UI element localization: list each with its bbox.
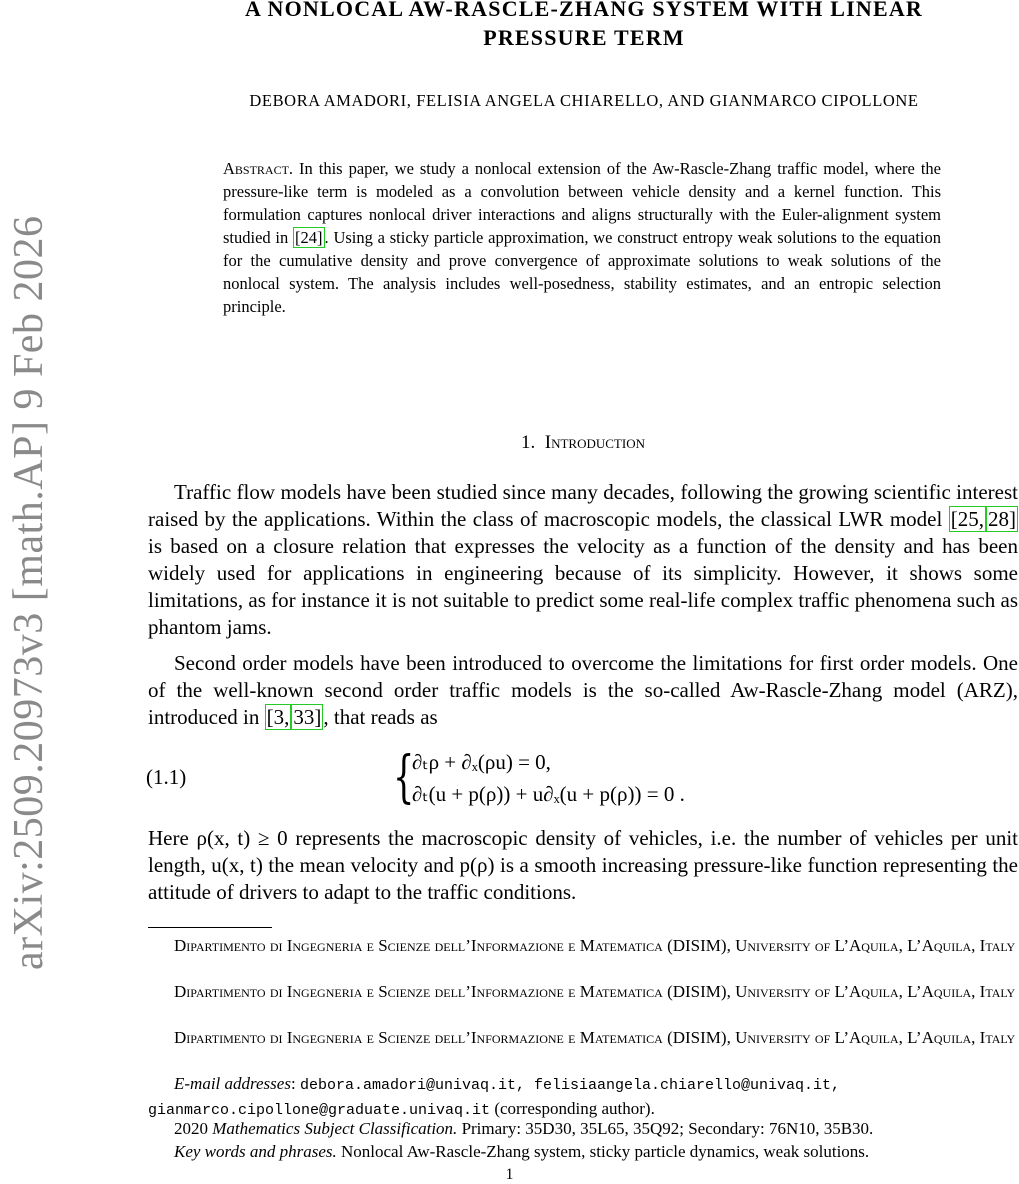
affiliation-3: Dipartimento di Ingegneria e Scienze dell’Informazione e Matematica (DISIM), University of L’Aquila, L’Aquila, Italy xyxy=(174,1028,1016,1047)
section-number: 1. xyxy=(521,432,536,453)
keywords xyxy=(148,1140,1018,1163)
citation-link[interactable]: 33] xyxy=(293,705,322,729)
email-note: (corresponding author). xyxy=(490,1099,655,1118)
citation-link[interactable]: [3, xyxy=(266,705,290,729)
page-number: 1 xyxy=(505,1166,514,1183)
equation-label: (1.1) xyxy=(146,765,187,789)
p1-text-b: is based on a closure relation that expresses the velocity as a function of the density and has been widely used for applications in engineering because of its simplicity. However, it shows some limitations, as for instance it is not suitable to predict some real-life complex traffic phenomena such as phantom jams. xyxy=(148,534,1018,639)
section-heading xyxy=(148,432,1018,454)
email-link[interactable]: gianmarco.cipollone@graduate.univaq.it xyxy=(148,1102,491,1119)
p2-text-b: , that reads as xyxy=(323,705,438,729)
paper-title xyxy=(150,0,1018,52)
title-line-1: A NONLOCAL AW-RASCLE-ZHANG SYSTEM WITH LINEAR xyxy=(244,0,924,21)
abstract-label: Abstract. xyxy=(223,159,294,178)
footnote-divider xyxy=(148,927,272,928)
equation-line-1: ∂ₜρ + ∂ₓ(ρu) = 0, xyxy=(412,750,551,774)
p1-text-a: Traffic flow models have been studied since many decades, following the growing scientific interest raised by the applications. Within the class of macroscopic models, the classical LWR model xyxy=(148,480,1018,531)
author-list: DEBORA AMADORI, FELISIA ANGELA CHIARELLO, AND GIANMARCO CIPOLLONE xyxy=(249,91,919,110)
msc-year: 2020 xyxy=(174,1119,213,1138)
abstract xyxy=(223,157,941,318)
msc-label: Mathematics Subject Classification. xyxy=(212,1119,458,1138)
abstract-text-a: In this paper, we study a nonlocal extension of the Aw-Rascle-Zhang traffic model, where the pressure-like term is modeled as a convolution between vehicle density and a kernel function. This formulation captures nonlocal driver interactions and aligns structurally with the Euler-alignment system studied in xyxy=(223,159,941,247)
equation-line-2: ∂ₜ(u + p(ρ)) + u∂ₓ(u + p(ρ)) = 0 . xyxy=(412,782,685,806)
msc-classification xyxy=(148,1117,1018,1140)
msc-codes: Primary: 35D30, 35L65, 35Q92; Secondary: 76N10, 35B30. xyxy=(457,1119,874,1138)
email-addresses: E-mail addresses: debora.amadori@univaq.it, felisiaangela.chiarello@univaq.it, gianmarco.cipollone@graduate.univaq.it (corresponding author). xyxy=(148,1074,841,1119)
arxiv-identifier: arXiv:2509.20973v3 [math.AP] 9 Feb 2026 xyxy=(6,215,52,970)
affiliation-2: Dipartimento di Ingegneria e Scienze dell’Informazione e Matematica (DISIM), University of L’Aquila, L’Aquila, Italy xyxy=(174,982,1016,1001)
paragraph-3: Here ρ(x, t) ≥ 0 represents the macroscopic density of vehicles, i.e. the number of vehicles per unit length, u(x, t) the mean velocity and p(ρ) is a smooth increasing pressure-like function representing the attitude of drivers to adapt to the traffic conditions. xyxy=(148,826,1018,904)
p2-text-a: Second order models have been introduced to overcome the limitations for first order models. One of the well-known second order traffic models is the so-called Aw-Rascle-Zhang model (ARZ), introduced in xyxy=(148,651,1018,729)
citation-link[interactable]: [25, xyxy=(950,507,984,531)
abstract-text-b: . Using a sticky particle approximation, we construct entropy weak solutions to the equation for the cumulative density and prove convergence of approximate solutions to weak solutions of the nonlocal system. The analysis includes well-posedness, stability estimates, and an entropic selection principle. xyxy=(223,228,941,316)
citation-link[interactable]: 28] xyxy=(988,507,1016,531)
paragraph-2 xyxy=(148,650,1018,731)
affiliation-1: Dipartimento di Ingegneria e Scienze dell’Informazione e Matematica (DISIM), University of L’Aquila, L’Aquila, Italy xyxy=(174,936,1016,955)
email-label: E-mail addresses xyxy=(174,1074,291,1093)
paragraph-1 xyxy=(148,479,1018,641)
section-title: Introduction xyxy=(544,432,645,453)
equation-brace: { xyxy=(393,745,415,810)
email-link[interactable]: debora.amadori@univaq.it, felisiaangela.chiarello@univaq.it, xyxy=(299,1077,841,1094)
keywords-label: Key words and phrases. xyxy=(174,1142,337,1161)
title-line-2: PRESSURE TERM xyxy=(483,25,685,50)
keywords-text: Nonlocal Aw-Rascle-Zhang system, sticky particle dynamics, weak solutions. xyxy=(336,1142,870,1161)
citation-link[interactable]: [24] xyxy=(295,228,323,247)
